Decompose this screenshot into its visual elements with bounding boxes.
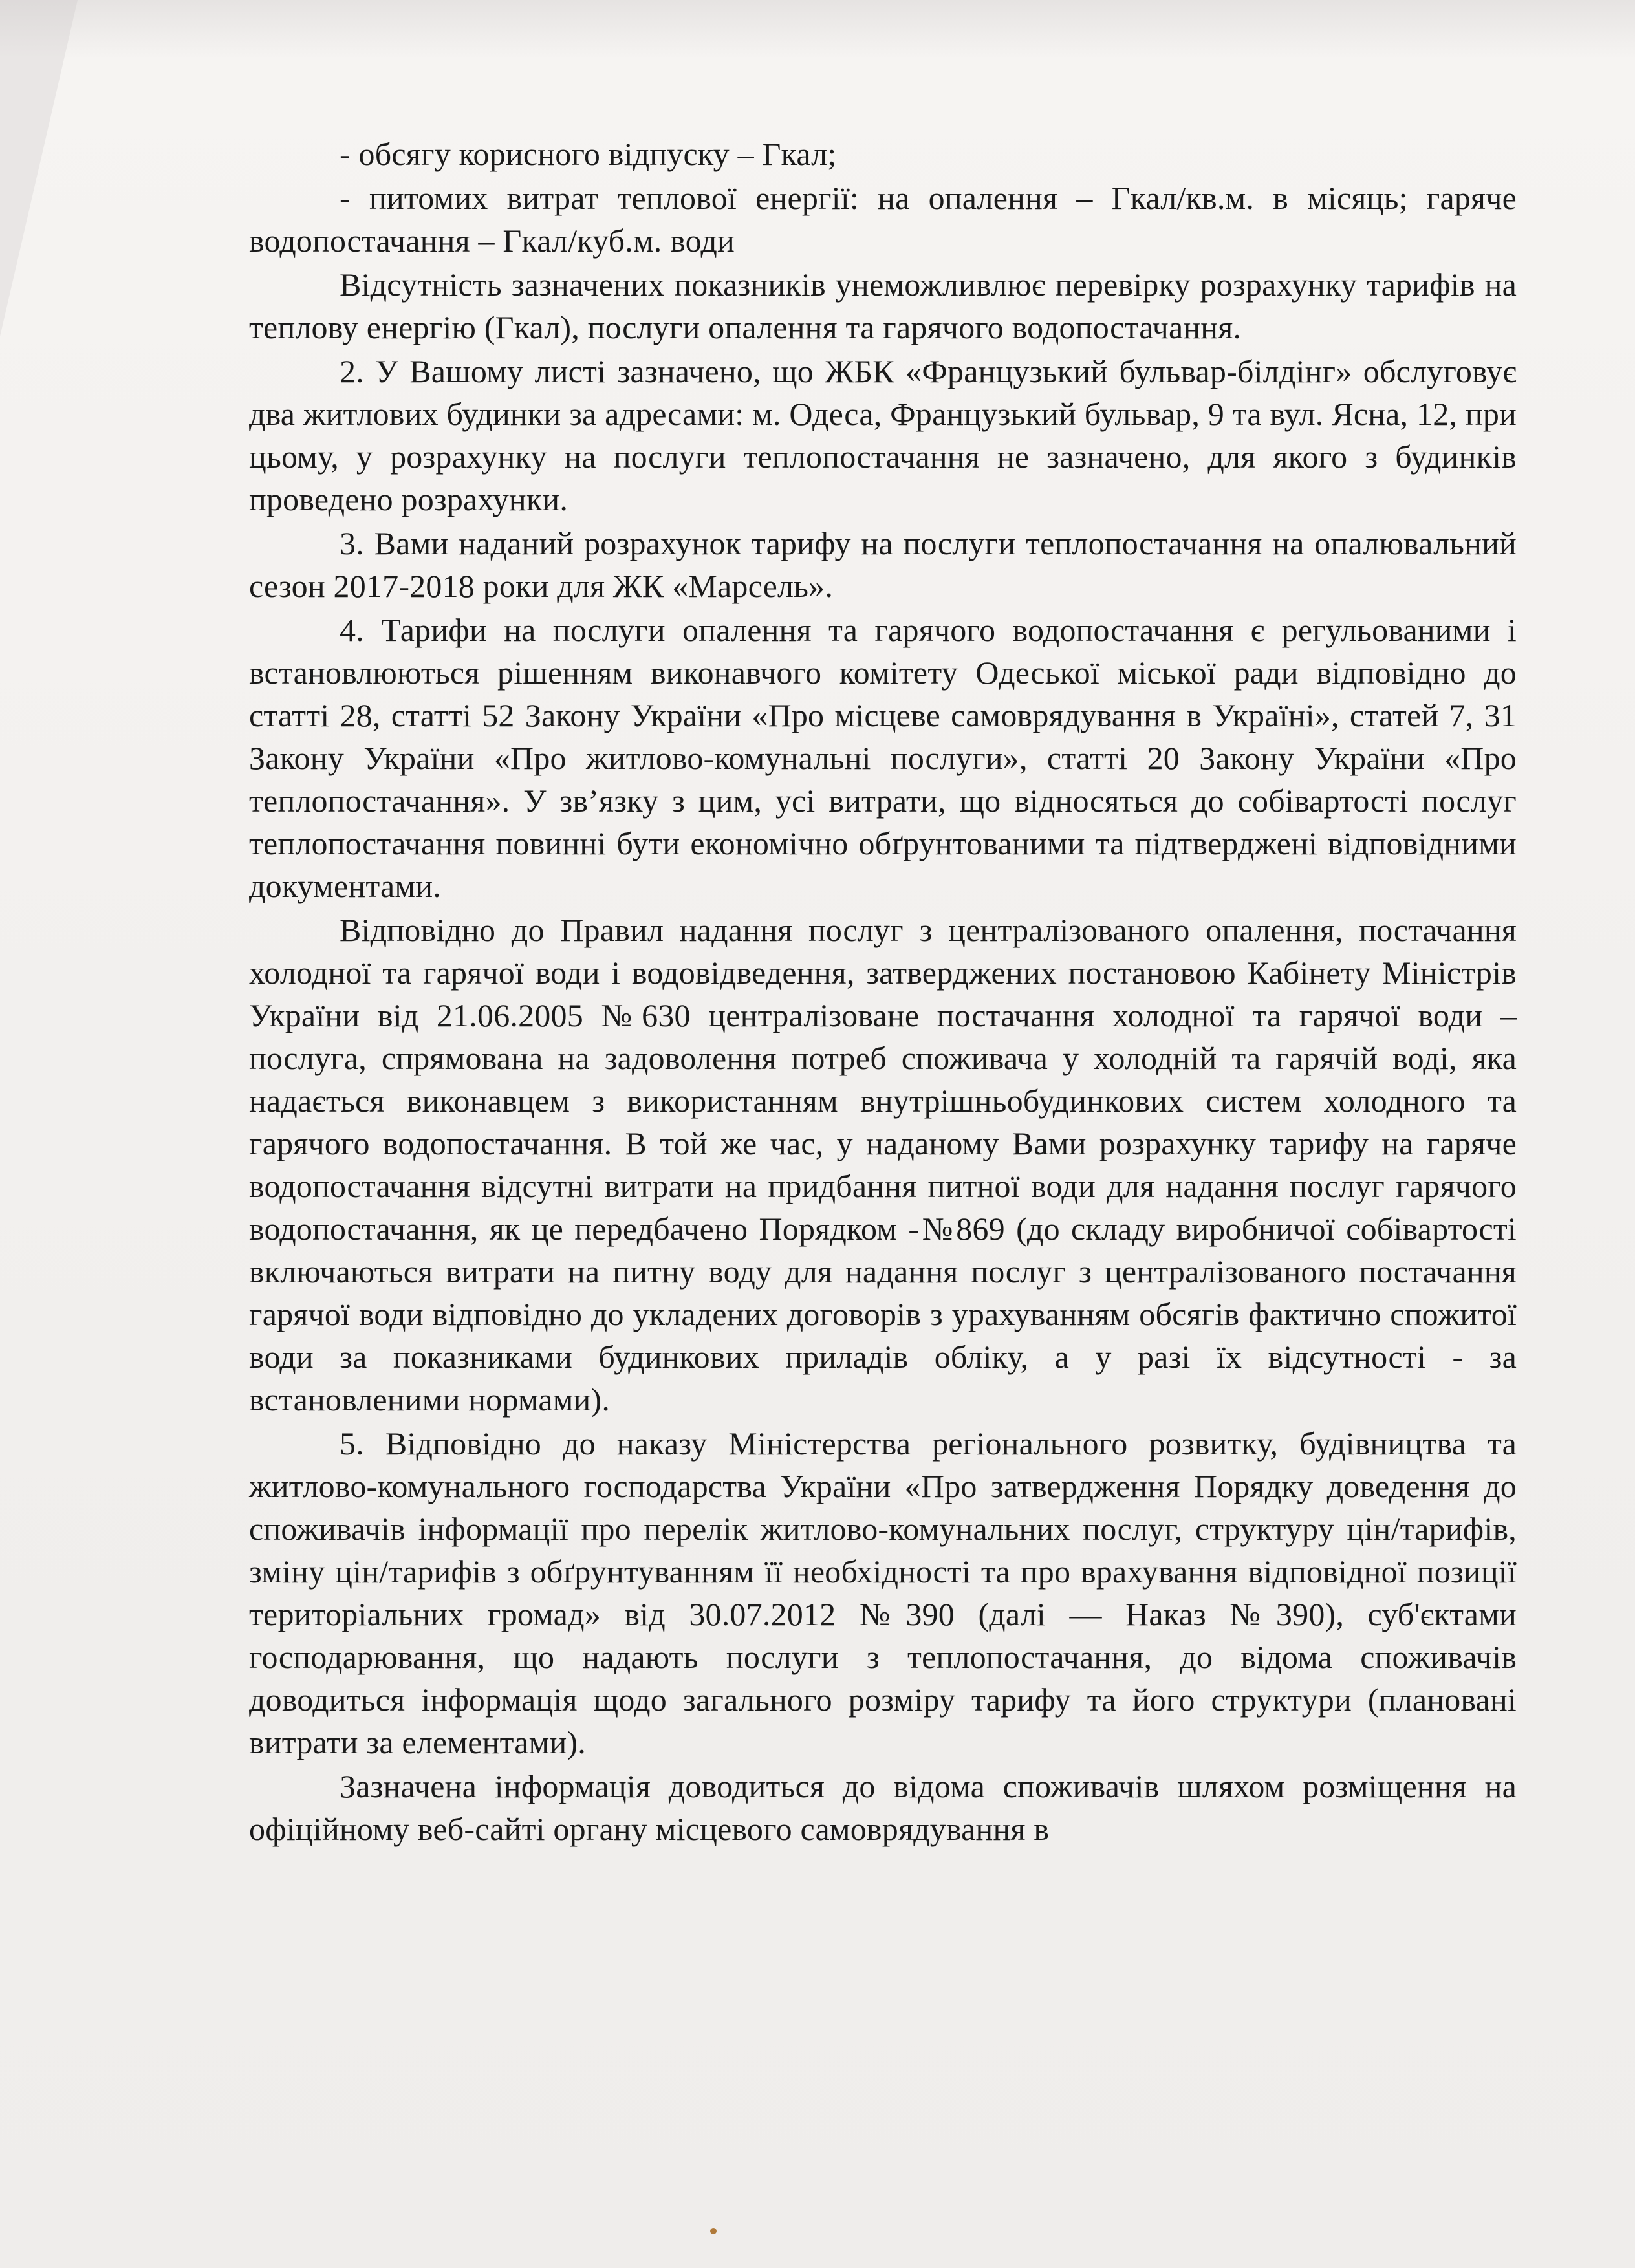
paragraph-rules-630: Відповідно до Правил надання послуг з централізованого опалення, постачання холодної та гарячої води і водовідведення, затверджених постановою Кабінету Міністрів України від 21.06.2005 №630 централізоване постачання холодної та гарячої води – послуга, спрямована на задоволення потреб споживача у холодній та гарячій воді, яка надається виконавцем з використанням внутрішньобудинкових систем холодного та гарячого водопостачання. В той же час, у наданому Вами розрахунку тарифу на гаряче водопостачання відсутні витрати на придбання питної води для надання послуг гарячого водопостачання, як це передбачено Порядком -№869 (до складу виробничої собівартості включаються витрати на питну воду для надання послуг з централізованого постачання гарячої води відповідно до укладених договорів з урахуванням обсягів фактично спожитої води за показниками будинкових приладів обліку, а у разі їх відсутності - за встановленими нормами).: [249, 912, 1517, 1418]
paragraph-absence-indicators: Відсутність зазначених показників унеможливлює перевірку розрахунку тарифів на теплову енергію (Гкал), послуги опалення та гарячого водопостачання.: [249, 266, 1517, 345]
document-body: [249, 133, 1517, 1852]
scan-dot-mark: [710, 2228, 717, 2234]
paragraph-point-5: 5. Відповідно до наказу Міністерства регіонального розвитку, будівництва та житлово-комунального господарства України «Про затвердження Порядку доведення до споживачів інформації про перелік житлово-комунальних послуг, структуру цін/тарифів, зміну цін/тарифів з обґрунтуванням її необхідності та про врахування відповідної позиції територіальних громад» від 30.07.2012 №390 (далі — Наказ №390), суб'єктами господарювання, що надають послуги з теплопостачання, до відома споживачів доводиться інформація щодо загального розміру тарифу та його структури (плановані витрати за елементами).: [249, 1425, 1517, 1760]
scan-shadow-top: [0, 0, 1635, 58]
paragraph-point-3: 3. Вами наданий розрахунок тарифу на послуги теплопостачання на опалювальний сезон 2017-2018 роки для ЖК «Марсель».: [249, 525, 1517, 604]
paragraph-specific-costs: - питомих витрат теплової енергії: на опалення – Гкал/кв.м. в місяць; гаряче водопостачання – Гкал/куб.м. води: [249, 180, 1517, 259]
paragraph-point-4: 4. Тарифи на послуги опалення та гарячого водопостачання є регульованими і встановлюються рішенням виконавчого комітету Одеської міської ради відповідно до статті 28, статті 52 Закону України «Про місцеве самоврядування в Україні», статей 7, 31 Закону України «Про житлово-комунальні послуги», статті 20 Закону України «Про теплопостачання». У зв’язку з цим, усі витрати, що відносяться до собівартості послуг теплопостачання повинні бути економічно обґрунтованими та підтверджені відповідними документами.: [249, 612, 1517, 904]
paragraph-information-disclosure: Зазначена інформація доводиться до відома споживачів шляхом розміщення на офіційному веб-сайті органу місцевого самоврядування в: [249, 1768, 1517, 1847]
paragraph-useful-output: - обсягу корисного відпуску – Гкал;: [340, 136, 837, 172]
paragraph-point-2: 2. У Вашому листі зазначено, що ЖБК «Французький бульвар-білдінг» обслуговує два житлових будинки за адресами: м. Одеса, Французький бульвар, 9 та вул. Ясна, 12, при цьому, у розрахунку на послуги теплопостачання не зазначено, для якого з будинків проведено розрахунки.: [249, 353, 1517, 517]
